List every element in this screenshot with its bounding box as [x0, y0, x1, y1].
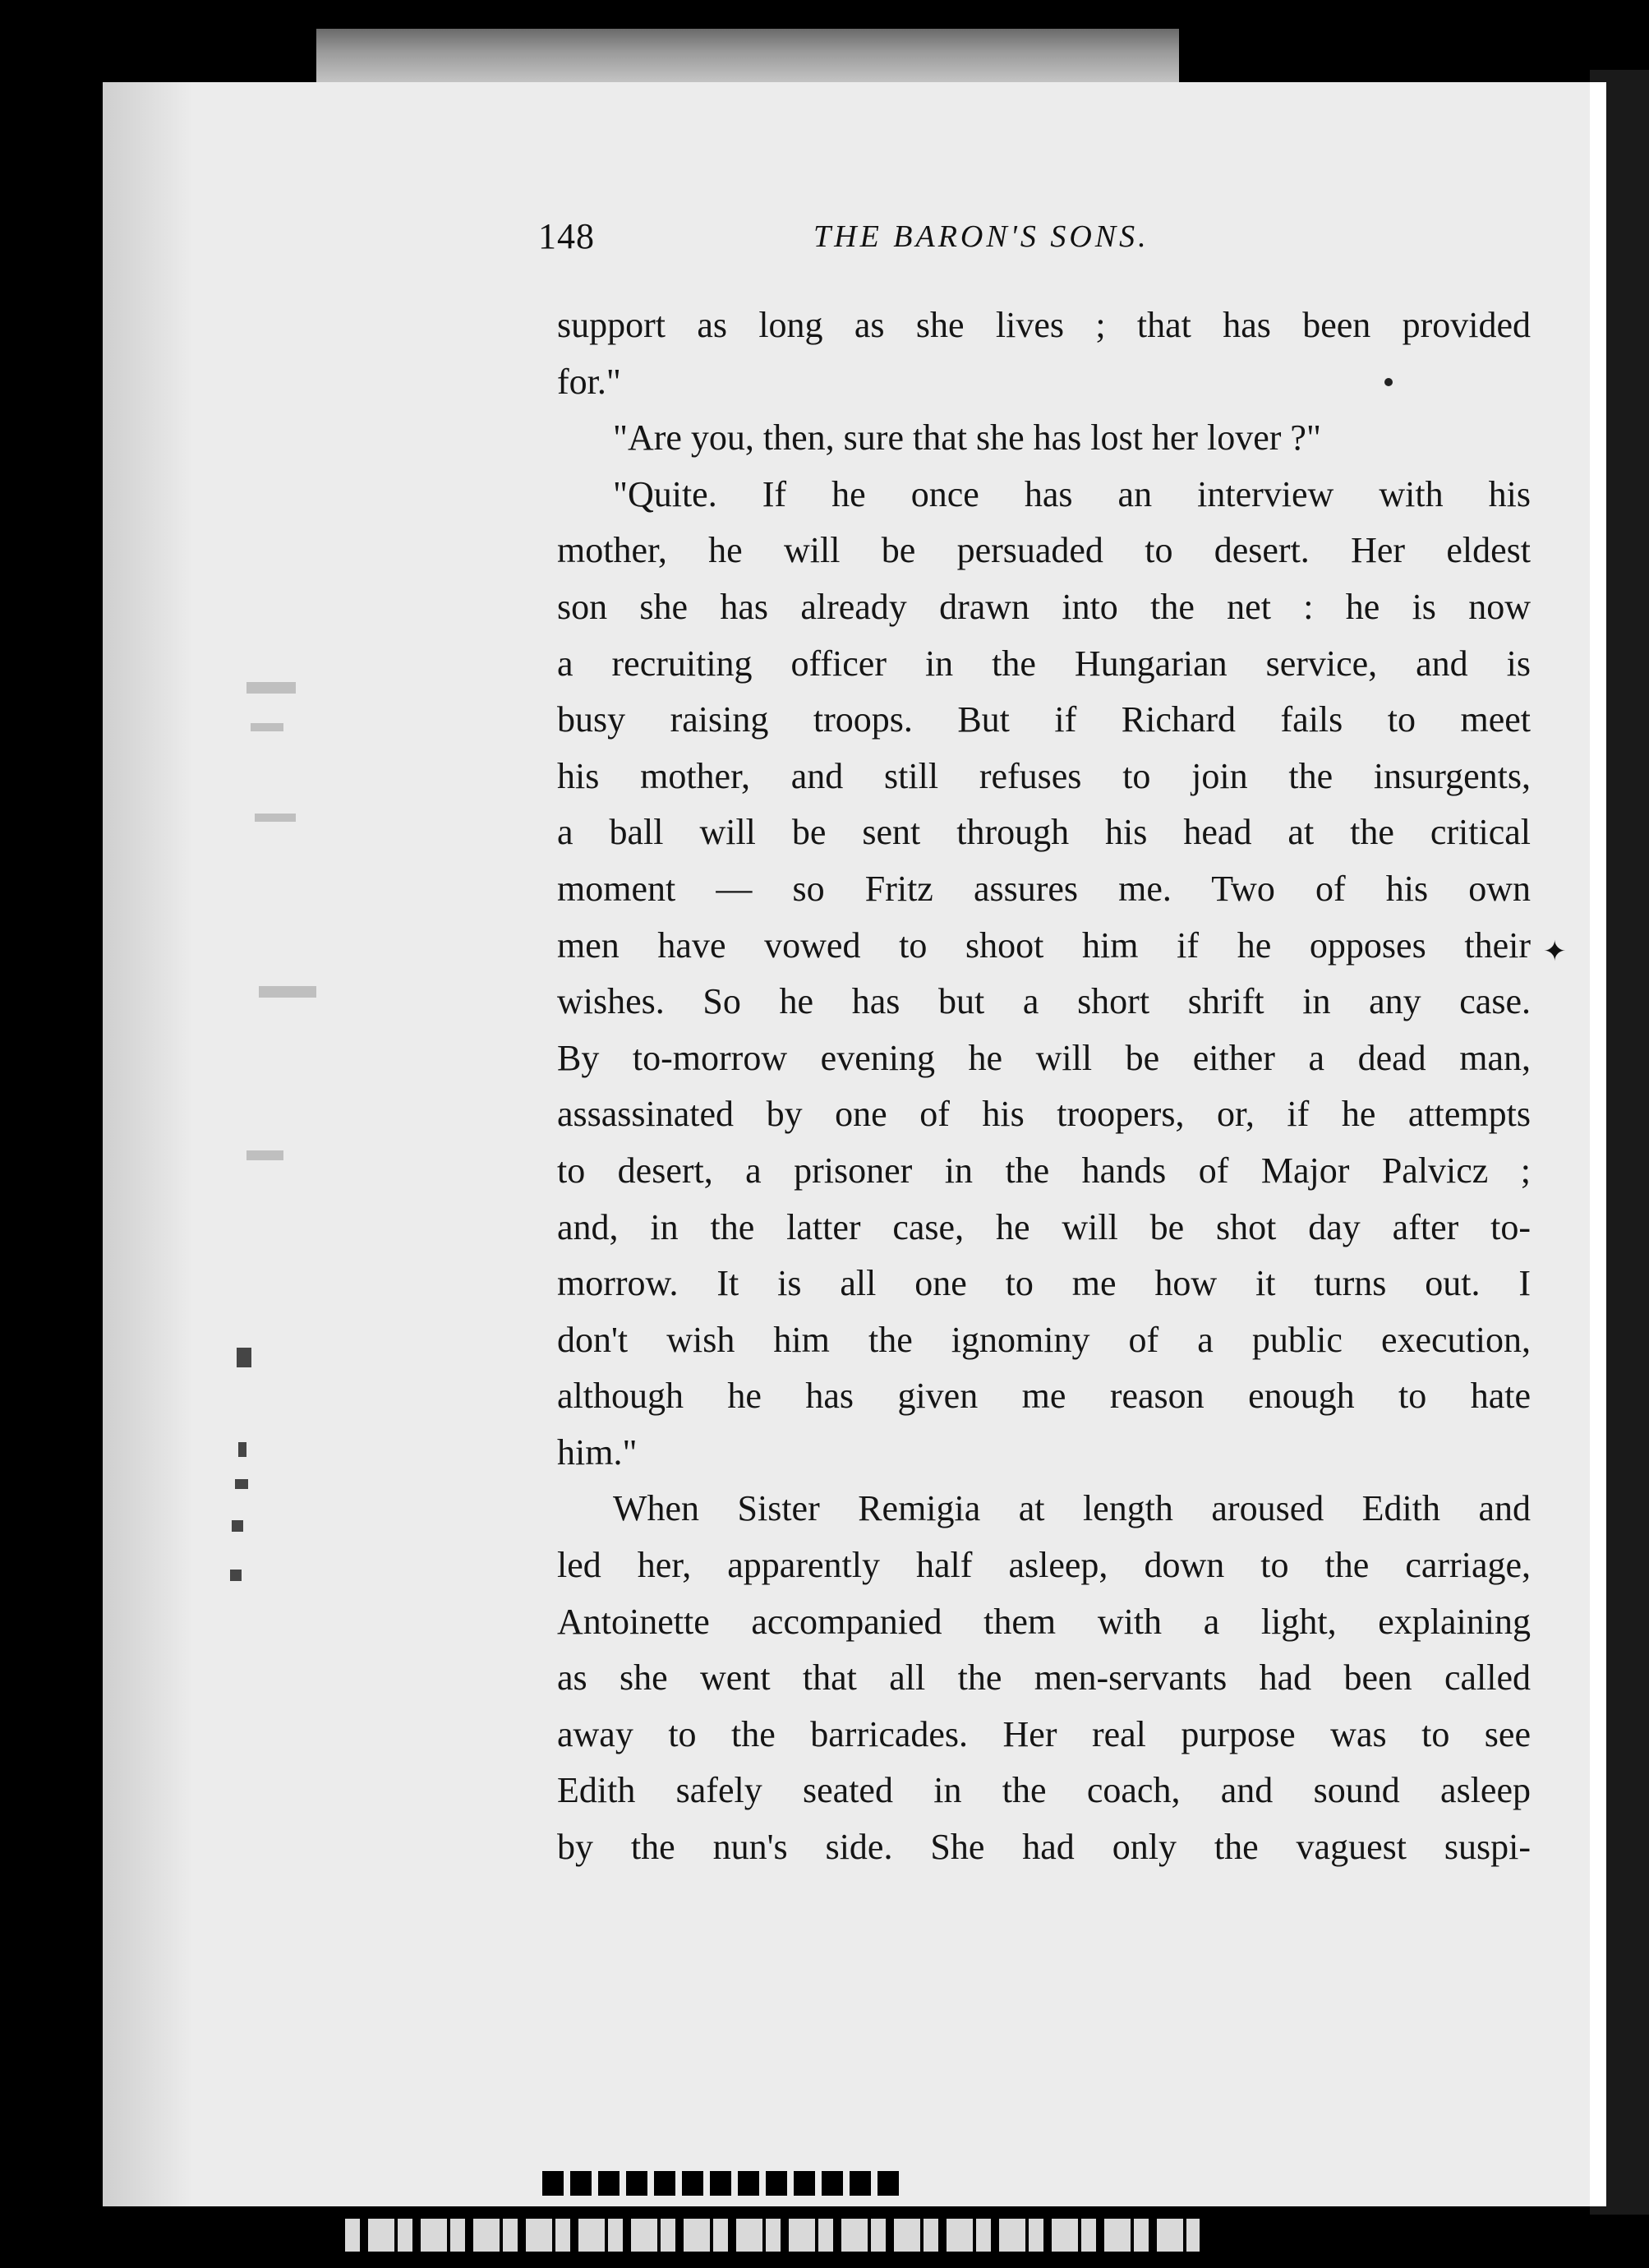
- running-title: THE BARON'S SONS.: [813, 219, 1149, 254]
- running-head: [538, 215, 1245, 265]
- text-line: don't wish him the ignominy of a public execution,: [557, 1319, 1531, 1360]
- text-line: mother, he will be persuaded to desert. Her eldest: [557, 530, 1531, 571]
- hand-pointer-icon: ✦: [1543, 935, 1567, 968]
- text-line: to desert, a prisoner in the hands of Major Palvicz ;: [557, 1150, 1531, 1191]
- bleed-mark: [251, 723, 283, 731]
- bleed-mark: [246, 682, 296, 694]
- bleed-mark: [246, 1150, 283, 1160]
- text-line: wishes. So he has but a short shrift in any case.: [557, 981, 1531, 1022]
- bleed-mark: [235, 1479, 248, 1489]
- page-gutter: [103, 82, 193, 2206]
- text-line: support as long as she lives ; that has been provided: [557, 305, 1531, 345]
- text-line: by the nun's side. She had only the vaguest suspi-: [557, 1827, 1531, 1868]
- text-line: him.": [557, 1431, 638, 1473]
- text-line: as she went that all the men-servants had been called: [557, 1657, 1531, 1699]
- text-line: "Are you, then, sure that she has lost her lover ?": [613, 417, 1321, 459]
- text-line: men have vowed to shoot him if he opposes their: [557, 924, 1531, 966]
- bleed-mark: [255, 814, 296, 822]
- text-line: By to-morrow evening he will be either a dead man,: [557, 1037, 1531, 1078]
- facing-page-edge: [316, 29, 1179, 86]
- page-number: 148: [538, 216, 595, 256]
- text-line: son she has already drawn into the net : he is now: [557, 586, 1531, 627]
- bleed-mark: [237, 1348, 251, 1367]
- text-line: busy raising troops. But if Richard fails to meet: [557, 699, 1531, 740]
- text-line: morrow. It is all one to me how it turns out. I: [557, 1263, 1531, 1304]
- text-line: moment — so Fritz assures me. Two of his own: [557, 868, 1531, 909]
- bleed-mark: [232, 1520, 243, 1532]
- text-line: Edith safely seated in the coach, and sound asleep: [557, 1770, 1531, 1811]
- bottom-scan-artifact: [345, 2219, 1200, 2252]
- bleed-mark: [259, 986, 316, 998]
- text-line: although he has given me reason enough to hate: [557, 1376, 1531, 1417]
- text-line: a recruiting officer in the Hungarian service, and is: [557, 643, 1531, 684]
- bottom-bleed-text: [542, 2171, 904, 2196]
- text-line: a ball will be sent through his head at the critical: [557, 812, 1531, 853]
- text-line: and, in the latter case, he will be shot day after to-: [557, 1206, 1531, 1247]
- body-text: [557, 297, 1531, 1876]
- bleed-mark: [238, 1442, 246, 1457]
- text-line: away to the barricades. Her real purpose was to see: [557, 1713, 1531, 1754]
- text-line: Antoinette accompanied them with a light, explaining: [557, 1601, 1531, 1642]
- text-line: assassinated by one of his troopers, or, if he attempts: [557, 1094, 1531, 1135]
- bleed-mark: [230, 1570, 242, 1581]
- text-line: led her, apparently half asleep, down to the carriage,: [557, 1545, 1531, 1586]
- text-line: for.": [557, 361, 621, 402]
- text-line: When Sister Remigia at length aroused Edith and: [613, 1488, 1531, 1529]
- page-right-margin: [1590, 82, 1606, 2206]
- text-line: his mother, and still refuses to join the insurgents,: [557, 755, 1531, 796]
- text-line: "Quite. If he once has an interview with his: [613, 473, 1531, 514]
